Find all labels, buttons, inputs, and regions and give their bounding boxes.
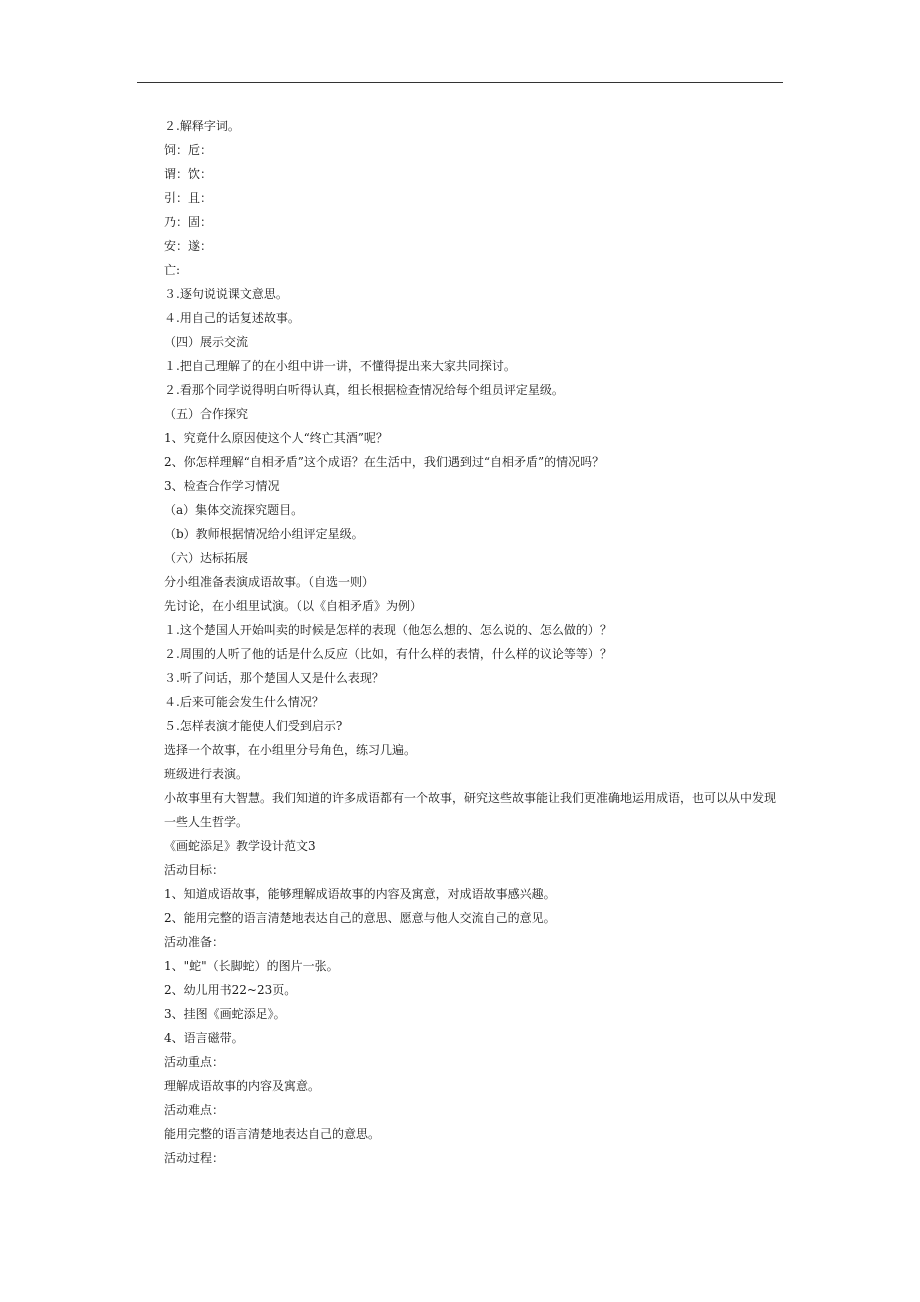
text-line: 安：遂： [164,239,213,253]
text-line: ２.周围的人听了他的话是什么反应（比如，有什么样的表情，什么样的议论等等）？ [164,647,612,661]
section-heading: 活动准备： [164,935,225,949]
header-rule [137,82,783,83]
text-line: （a）集体交流探究题目。 [164,503,304,517]
text-line: 亡: [164,263,181,277]
section-heading: （四）展示交流 [164,335,249,349]
document-body [164,114,786,1170]
text-line: 4、语言磁带。 [164,1031,244,1045]
document-subtitle: 《画蛇添足》教学设计范文3 [164,839,316,853]
text-line: ３.听了问话，那个楚国人又是什么表现？ [164,671,384,685]
text-line: 能用完整的语言清楚地表达自己的意思。 [164,1127,381,1141]
section-heading: （六）达标拓展 [164,551,249,565]
text-line: 2、能用完整的语言清楚地表达自己的意思、愿意与他人交流自己的意见。 [164,911,556,925]
text-line: 乃：固： [164,215,213,229]
text-line: 先讨论，在小组里试演。（以《自相矛盾》为例） [164,599,423,613]
paragraph: 小故事里有大智慧。我们知道的许多成语都有一个故事，研究这些故事能让我们更准确地运用成语，也可以从中发现一些人生哲学。 [164,791,777,829]
text-line: ２.看那个同学说得明白听得认真，组长根据检查情况给每个组员评定星级。 [164,383,564,397]
text-line: ３.逐句说说课文意思。 [164,287,288,301]
text-line: ４.用自己的话复述故事。 [164,311,300,325]
text-line: 理解成语故事的内容及寓意。 [164,1079,321,1093]
section-heading: （五）合作探究 [164,407,249,421]
section-heading: 活动目标： [164,863,225,877]
text-line: 1、"蛇"（长脚蛇）的图片一张。 [164,959,339,973]
text-line: 1、知道成语故事，能够理解成语故事的内容及寓意，对成语故事感兴趣。 [164,887,556,901]
text-line: （b）教师根据情况给小组评定星级。 [164,527,364,541]
text-line: 3、挂图《画蛇添足》。 [164,1007,286,1021]
section-heading: 活动难点： [164,1103,225,1117]
text-line: 分小组准备表演成语故事。（自选一则） [164,575,375,589]
text-line: 3、检查合作学习情况 [164,479,280,493]
text-line: 2、你怎样理解“自相矛盾”这个成语？在生活中，我们遇到过“自相矛盾”的情况吗？ [164,455,605,469]
text-line: ４.后来可能会发生什么情况？ [164,695,324,709]
text-line: １.把自己理解了的在小组中讲一讲，不懂得提出来大家共同探讨。 [164,359,516,373]
text-line: 1、究竟什么原因使这个人“终亡其酒”呢？ [164,431,388,445]
text-line: 2、幼儿用书22~23页。 [164,983,297,997]
text-line: 班级进行表演。 [164,767,249,781]
text-line: 选择一个故事，在小组里分号角色，练习几遍。 [164,743,417,757]
text-line: 饲：卮： [164,143,213,157]
section-heading: 活动过程： [164,1151,225,1165]
text-line: ２.解释字词。 [164,119,240,133]
text-line: ５.怎样表演才能使人们受到启示? [164,719,343,733]
section-heading: 活动重点： [164,1055,225,1069]
text-line: 谓：饮： [164,167,213,181]
text-line: １.这个楚国人开始叫卖的时候是怎样的表现（他怎么想的、怎么说的、怎么做的）？ [164,623,612,637]
text-line: 引：且： [164,191,213,205]
